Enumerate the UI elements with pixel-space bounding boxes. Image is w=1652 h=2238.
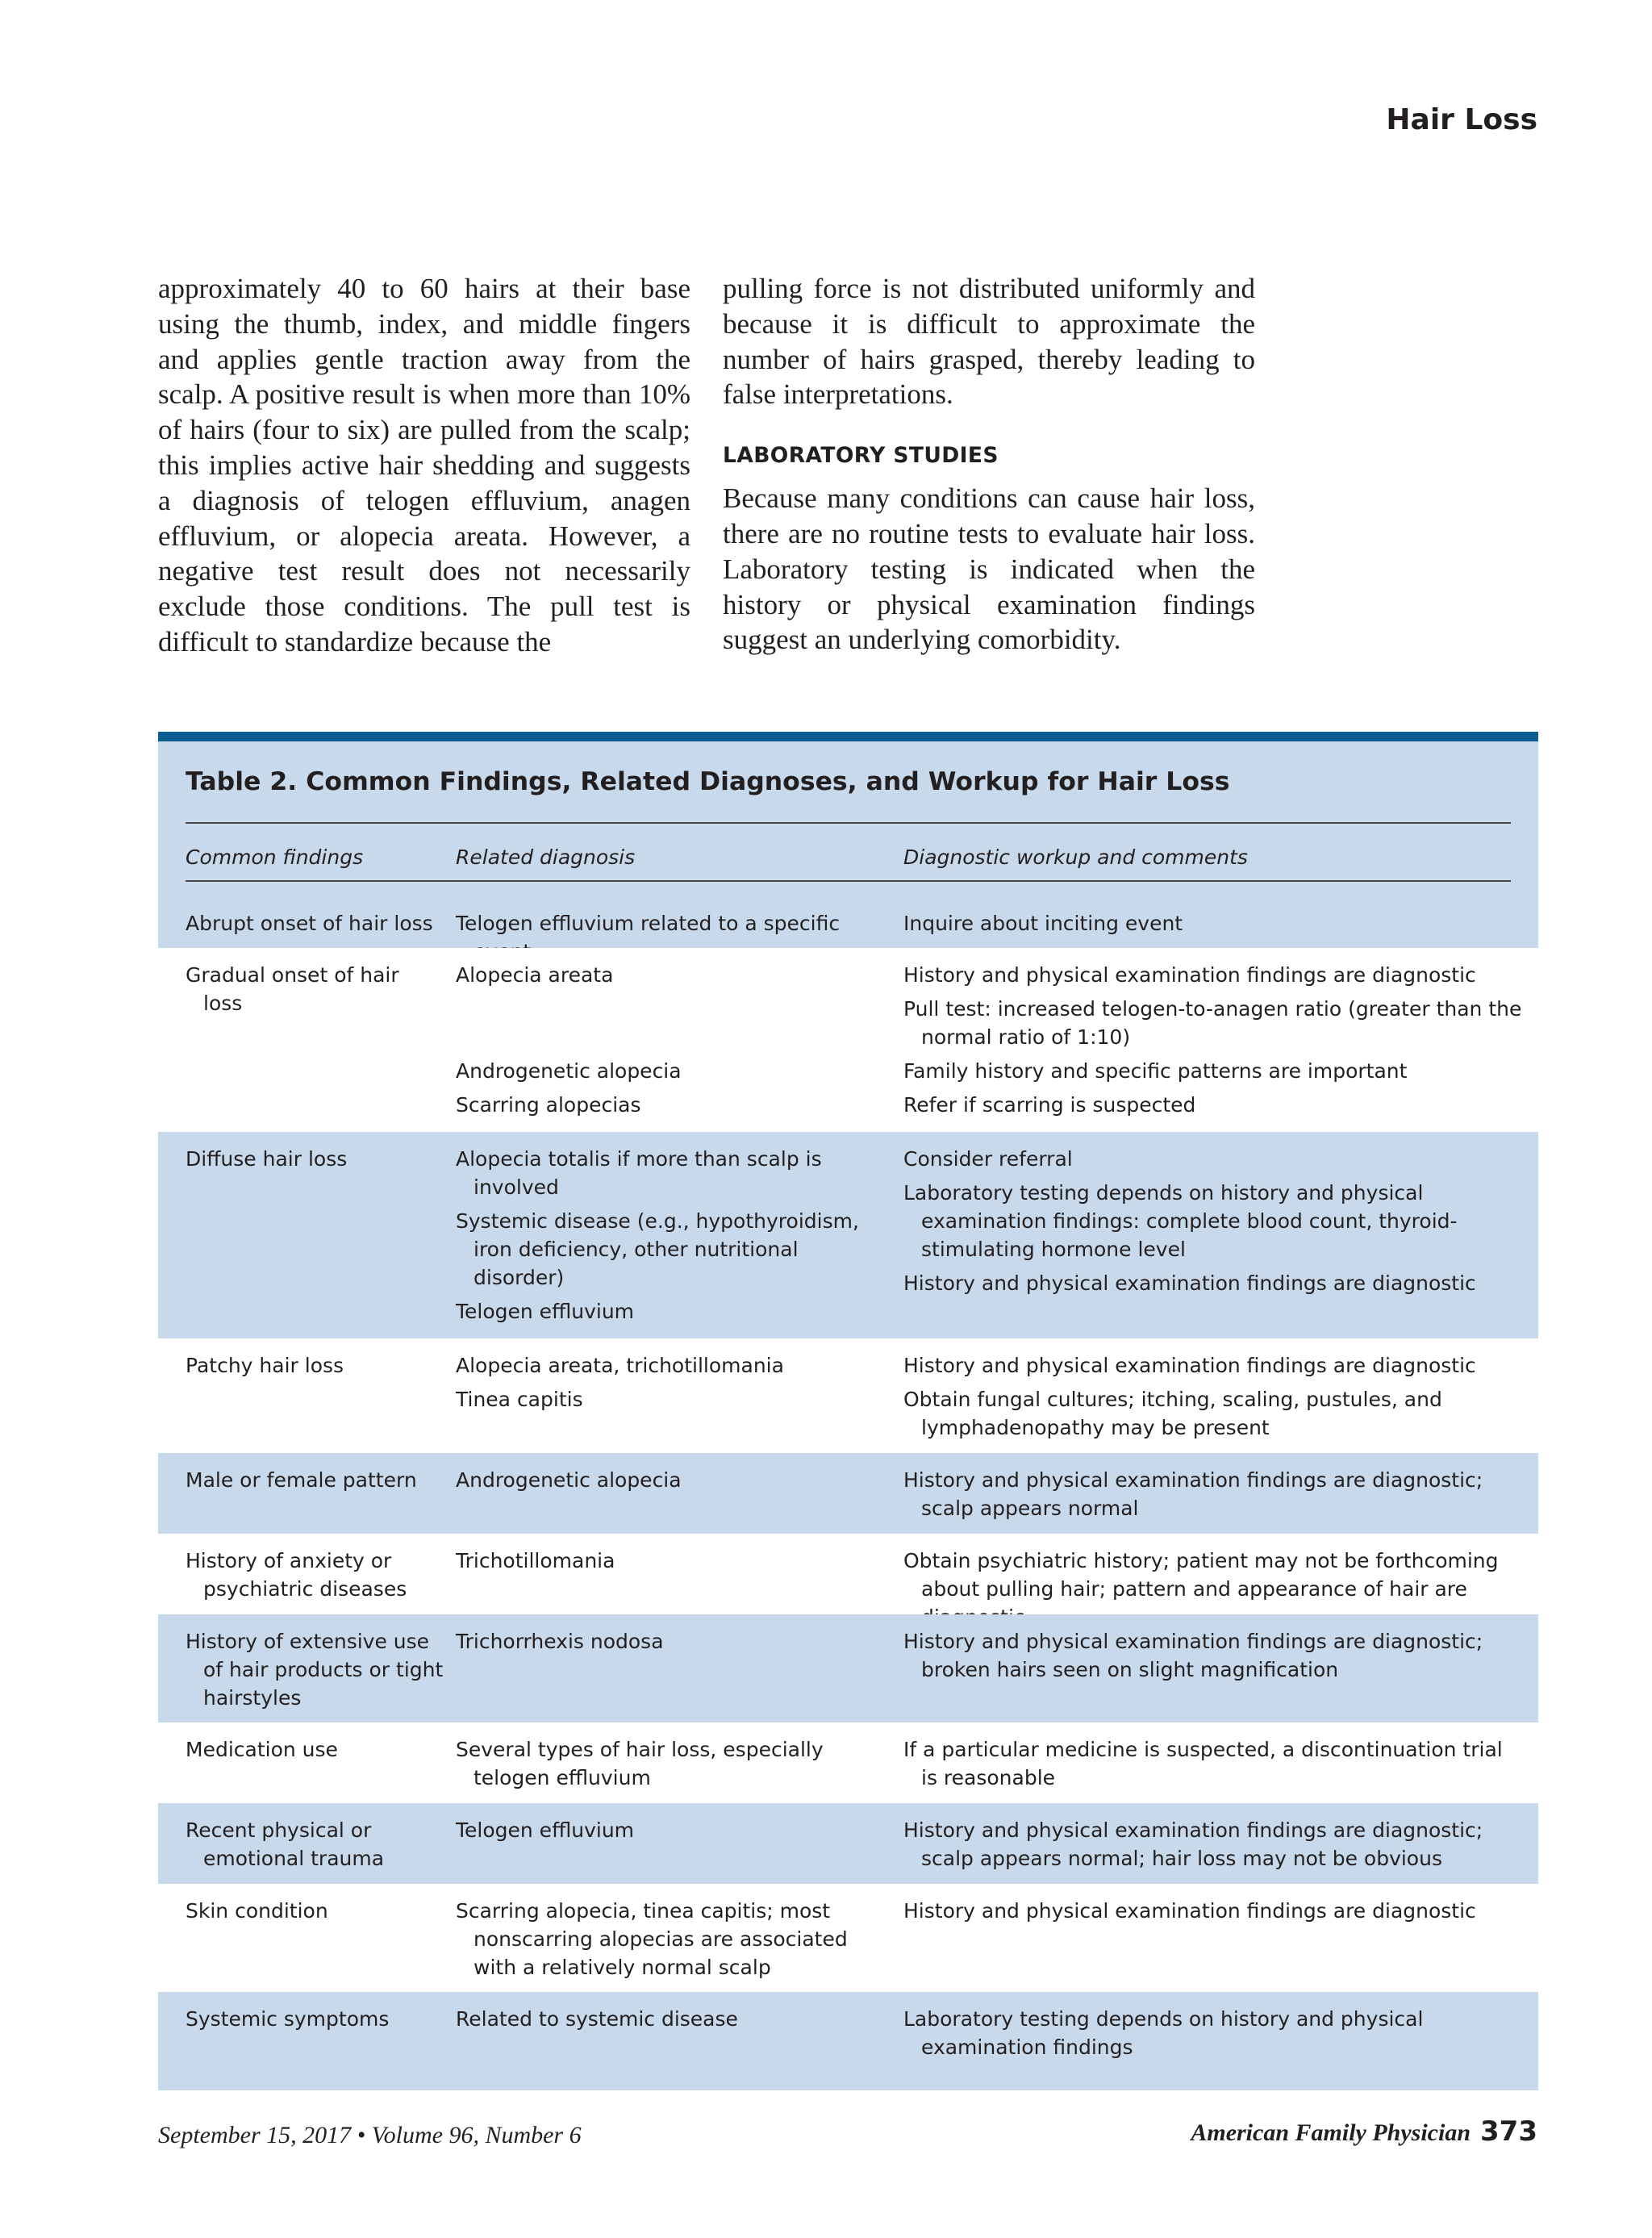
cell-finding: [186, 1145, 444, 1179]
table-row: [158, 1884, 1538, 1992]
table-row: [158, 896, 1538, 948]
finding-text: Diffuse hair loss: [186, 1147, 348, 1171]
workup-text: Family history and specific patterns are important: [903, 1059, 1408, 1083]
body-paragraph: Because many conditions can cause hair loss, there are no routine tests to evaluate hair loss. Laboratory testing is indicated when the history or physical examination findings suggest an underlying comorbidity.: [723, 482, 1255, 656]
issue-info: September 15, 2017 • Volume 96, Number 6: [158, 2122, 582, 2148]
cell-workup: [903, 2005, 1525, 2067]
workup-text: Consider referral: [903, 1147, 1073, 1171]
workup-text: History and physical examination findings are diagnostic; broken hairs seen on slight magnification: [903, 1630, 1483, 1681]
finding-text: Patchy hair loss: [186, 1354, 344, 1377]
workup-text: Refer if scarring is suspected: [903, 1093, 1196, 1117]
cell-diagnosis: [456, 2005, 891, 2039]
cell-diagnosis: [456, 1627, 891, 1661]
cell-finding: [186, 1735, 444, 1769]
diagnosis-text: Alopecia totalis if more than scalp is involved: [456, 1147, 822, 1199]
diagnosis-text: Alopecia areata: [456, 963, 614, 987]
workup-text: Laboratory testing depends on history and physical examination findings: complete blood count, thyroid-stimulating hormone level: [903, 1181, 1458, 1261]
table-2: [158, 732, 1538, 2068]
cell-workup: [903, 1816, 1525, 1878]
cell-finding: [186, 1547, 444, 1609]
cell-finding: [186, 1816, 444, 1878]
diagnosis-text: [456, 995, 891, 1023]
workup-text: Obtain psychiatric history; patient may not be forthcoming about pulling hair; pattern and appearance of hair are: [903, 1549, 1499, 1601]
table-row: [158, 1453, 1538, 1534]
body-paragraph: pulling force is not distributed uniformly and because it is difficult to approximate the number of hairs grasped, thereby leading to false interpretations.: [723, 273, 1255, 411]
cell-workup: [903, 1466, 1525, 1528]
cell-workup: [903, 1145, 1525, 1303]
table-header: [158, 741, 1538, 896]
workup-text: History and physical examination findings are diagnostic: [903, 1899, 1476, 1923]
diagnosis-text: Scarring alopecias: [456, 1093, 641, 1117]
body-column-right: [723, 271, 1255, 660]
page-number: 373: [1480, 2115, 1537, 2148]
cell-diagnosis: [456, 1145, 891, 1331]
table-body: [158, 896, 1538, 2090]
diagnosis-text: Trichorrhexis nodosa: [456, 1630, 664, 1653]
body-columns: [158, 271, 1255, 660]
cell-finding: [186, 1466, 444, 1500]
workup-text: History and physical examination findings are diagnostic: [903, 1354, 1476, 1377]
workup-text: Inquire about inciting event: [903, 912, 1183, 935]
workup-text: If a particular medicine is suspected, a discontinuation trial is reasonable: [903, 1738, 1503, 1789]
diagnosis-text: Systemic disease (e.g., hypothyroidism, iron deficiency, other nutritional disorder): [456, 1209, 859, 1289]
cell-workup: [903, 1897, 1525, 1931]
cell-diagnosis: [456, 1351, 891, 1419]
cell-workup: [903, 1627, 1525, 1689]
workup-text: Obtain fungal cultures; itching, scaling, pustules, and lymphadenopathy may be present: [903, 1388, 1442, 1439]
finding-text: Skin condition: [186, 1899, 328, 1923]
workup-text: History and physical examination findings are diagnostic; scalp appears normal: [903, 1468, 1483, 1520]
cell-diagnosis: [456, 1735, 891, 1797]
cell-finding: [186, 1351, 444, 1385]
workup-text: History and physical examination findings are diagnostic; scalp appears normal; hair loss may not be obvious: [903, 1818, 1483, 1870]
diagnosis-text: Alopecia areata, trichotillomania: [456, 1354, 784, 1377]
cell-finding: [186, 2005, 444, 2039]
cell-diagnosis: [456, 1547, 891, 1580]
diagnosis-text: Androgenetic alopecia: [456, 1468, 682, 1492]
diagnosis-text: Scarring alopecia, tinea capitis; most nonscarring alopecias are associated with a relatively normal scalp: [456, 1899, 848, 1979]
column-header-workup: Diagnostic workup and comments: [903, 846, 1248, 869]
diagnosis-text: Telogen effluvium related to a specific: [456, 912, 841, 935]
table-title: Table 2. Common Findings, Related Diagnoses, and Workup for Hair Loss: [186, 767, 1230, 796]
cell-diagnosis: [456, 961, 891, 1125]
body-column-left: [158, 271, 690, 660]
running-head: Hair Loss: [1386, 103, 1537, 136]
cell-diagnosis: [456, 1897, 891, 1987]
cell-finding: [186, 1627, 444, 1718]
diagnosis-text: Androgenetic alopecia: [456, 1059, 682, 1083]
cell-workup: [903, 909, 1525, 943]
finding-text: History of anxiety or psychiatric diseases: [186, 1549, 407, 1601]
table-row: [158, 1803, 1538, 1884]
table-row: [158, 948, 1538, 1132]
table-row: [158, 1132, 1538, 1338]
cell-workup: [903, 1735, 1525, 1797]
section-heading: LABORATORY STUDIES: [723, 443, 999, 469]
diagnosis-text: Several types of hair loss, especially telogen effluvium: [456, 1738, 824, 1789]
diagnosis-text: Related to systemic disease: [456, 2007, 738, 2031]
journal-name: American Family Physician: [1191, 2119, 1471, 2146]
diagnosis-text: Tinea capitis: [456, 1388, 583, 1411]
workup-text: Pull test: increased telogen-to-anagen ratio (greater than the normal ratio of 1:10): [903, 997, 1522, 1049]
table-row: [158, 1614, 1538, 1722]
diagnosis-text: Telogen effluvium: [456, 1818, 635, 1842]
table-row: [158, 1722, 1538, 1803]
workup-text: Laboratory testing depends on history and physical examination findings: [903, 2007, 1424, 2059]
workup-text: History and physical examination findings are diagnostic: [903, 1271, 1476, 1295]
workup-text: History and physical examination findings are diagnostic: [903, 963, 1476, 987]
diagnosis-text: Telogen effluvium: [456, 1300, 635, 1323]
cell-workup: [903, 961, 1525, 1125]
cell-finding: [186, 961, 444, 1023]
finding-text: Abrupt onset of hair loss: [186, 912, 433, 935]
finding-text: History of extensive use of hair products or tight hairstyles: [186, 1630, 444, 1710]
table-row: [158, 1338, 1538, 1453]
cell-workup: [903, 1351, 1525, 1447]
diagnosis-text: Trichotillomania: [456, 1549, 615, 1572]
column-header-findings: Common findings: [186, 846, 364, 869]
body-paragraph: approximately 40 to 60 hairs at their base using the thumb, index, and middle fingers and applies gentle traction away from the scalp. A positive result is when more than 10% of hairs (four to six) are pulled from the scalp; this implies active hair shedding and suggests a diagnosis of telogen effluvium, anagen effluvium, or alopecia areata. However, a negative test result does not necessarily exclude those conditions. The pull test is difficult to standardize because the: [158, 273, 690, 658]
table-rule: [186, 880, 1511, 882]
finding-text: Systemic symptoms: [186, 2007, 390, 2031]
column-header-diagnosis: Related diagnosis: [456, 846, 636, 869]
table-row: [158, 1992, 1538, 2090]
table-row: [158, 1534, 1538, 1614]
cell-finding: [186, 909, 444, 943]
table-rule: [186, 822, 1511, 824]
cell-finding: [186, 1897, 444, 1931]
footer-right: [1191, 2115, 1537, 2148]
finding-text: Male or female pattern: [186, 1468, 417, 1492]
cell-diagnosis: [456, 1466, 891, 1500]
page-footer: [158, 2115, 1537, 2156]
cell-diagnosis: [456, 1816, 891, 1850]
finding-text: Gradual onset of hair loss: [186, 963, 399, 1015]
finding-text: Medication use: [186, 1738, 338, 1761]
finding-text: Recent physical or emotional trauma: [186, 1818, 385, 1870]
